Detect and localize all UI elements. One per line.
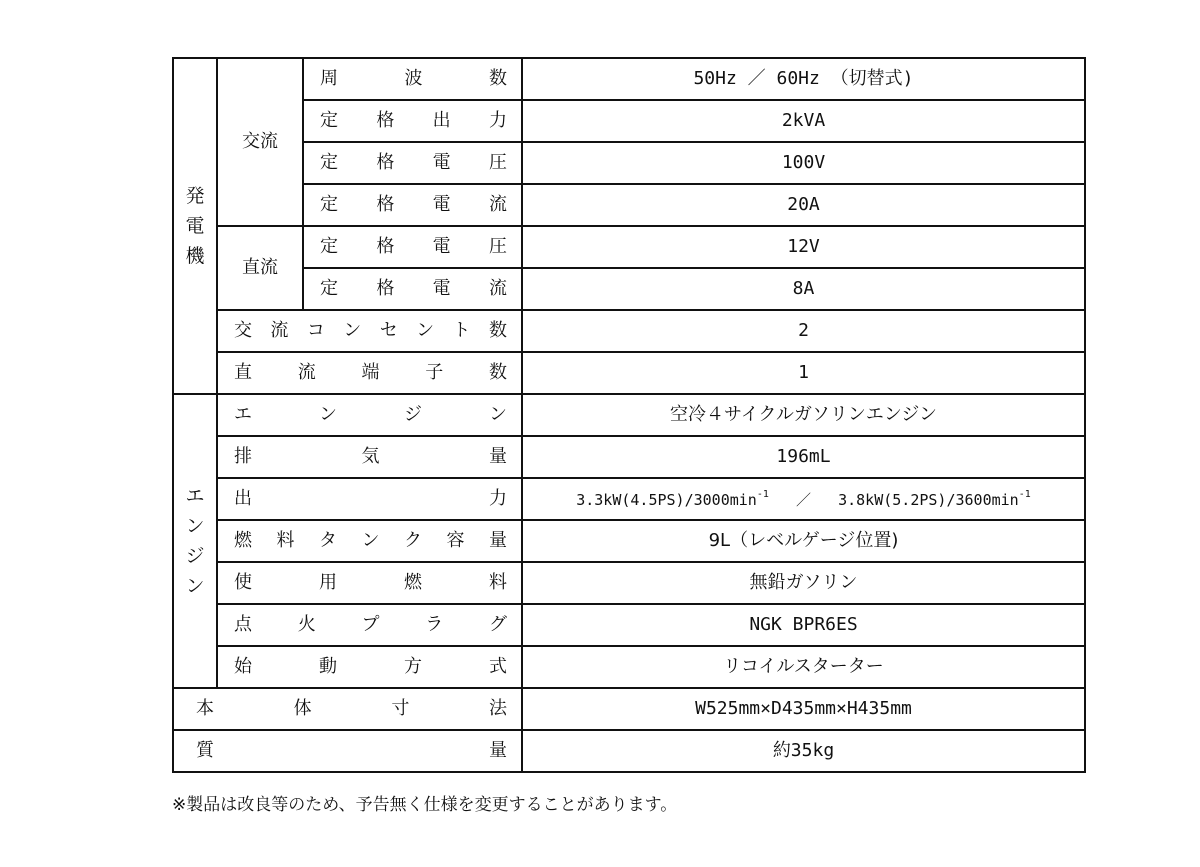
dc-voltage-value: 12V [522,226,1085,268]
label-char: セ [379,320,398,341]
ac-outlets-value: 2 [522,310,1085,352]
table-row [173,58,1085,100]
vertical-char: 電 [185,215,205,237]
fuel-tank-value: 9L（レベルゲージ位置) [522,520,1085,562]
row-label [303,268,522,310]
label-char: 交 [234,320,252,341]
ac-current-value: 20A [522,184,1085,226]
label-char: 格 [376,236,395,257]
row-label [217,310,522,352]
row-label [303,184,522,226]
label-char: 子 [425,362,444,383]
label-char: 直 [234,362,252,383]
engine-type-value: 空冷４サイクルガソリンエンジン [522,394,1085,436]
label-char: 燃 [234,530,252,551]
label-char: ト [452,320,471,341]
displacement-value: 196mL [522,436,1085,478]
label-char: 寸 [391,698,410,719]
row-label [217,436,522,478]
label-char: 圧 [488,236,507,257]
table-row [173,142,1085,184]
label-char: ン [343,320,362,341]
table-row [173,688,1085,730]
spec-table [172,57,1086,773]
vertical-char: エ [185,485,205,507]
dc-terminals-value: 1 [522,352,1085,394]
label-char: ラ [425,614,444,635]
section-label [174,181,216,271]
label-char: 料 [276,530,295,551]
weight-value: 約35kg [522,730,1085,772]
table-row [173,226,1085,268]
dc-current-value: 8A [522,268,1085,310]
label-char: 出 [432,110,451,131]
label-char: 数 [488,320,507,341]
row-label [217,520,522,562]
table-row [173,436,1085,478]
label-char: 量 [489,530,507,551]
label-char: 気 [361,446,380,467]
label-char: グ [489,614,507,635]
label-char: 使 [234,572,252,593]
label-char: 周 [320,68,338,89]
table-row [173,562,1085,604]
row-label [217,646,522,688]
label-char: 量 [489,740,507,761]
label-char: ン [416,320,435,341]
section-engine [173,394,217,688]
row-label [217,394,522,436]
table-row [173,730,1085,772]
row-label [173,730,522,772]
table-row [173,520,1085,562]
label-char: エ [234,404,252,425]
label-char: 圧 [488,152,507,173]
label-char: 流 [488,194,507,215]
label-char: 力 [488,110,507,131]
output-separator: ／ [795,491,811,509]
label-char: 電 [432,278,451,299]
table-row [173,478,1085,520]
dimensions-value: W525mm×D435mm×H435mm [522,688,1085,730]
label-char: 本 [196,698,214,719]
group-ac: 交流 [217,58,303,226]
label-char: 動 [319,656,337,677]
label-char: 電 [432,152,451,173]
label-char: 出 [234,488,252,509]
label-char: 定 [320,236,338,257]
row-label [173,688,522,730]
label-char: 格 [376,152,395,173]
vertical-char: ン [185,575,205,597]
rated-output-value: 2kVA [522,100,1085,142]
label-char: 流 [297,362,316,383]
label-char: 始 [234,656,252,677]
label-char: 定 [320,278,338,299]
group-dc: 直流 [217,226,303,310]
label-char: 波 [404,68,423,89]
label-char: プ [361,614,380,635]
label-char: 格 [376,278,395,299]
label-char: 格 [376,110,395,131]
label-char: 火 [297,614,316,635]
disclaimer-note: ※製品は改良等のため、予告無く仕様を変更することがあります。 [172,795,678,815]
table-row [173,268,1085,310]
label-char: 数 [489,362,507,383]
label-char: 格 [376,194,395,215]
output-value-2: 3.8kW(5.2PS)/3600min [838,491,1019,509]
table-row [173,604,1085,646]
output-value [522,478,1085,520]
row-label [303,226,522,268]
spark-plug-value: NGK BPR6ES [522,604,1085,646]
vertical-char: ジ [185,545,205,567]
table-row [173,394,1085,436]
label-char: 排 [234,446,252,467]
label-char: 方 [404,656,422,677]
label-char: ジ [404,404,422,425]
label-char: 端 [361,362,380,383]
row-label [303,100,522,142]
table-row [173,100,1085,142]
table-row [173,310,1085,352]
vertical-char: 発 [185,185,205,207]
table-row [173,184,1085,226]
vertical-char: 機 [185,245,205,267]
label-char: 電 [432,194,451,215]
label-char: 定 [320,110,338,131]
label-char: ン [361,530,380,551]
label-char: 法 [488,698,507,719]
label-char: 容 [446,530,465,551]
label-char: 用 [319,572,337,593]
label-char: コ [306,320,325,341]
row-label [217,562,522,604]
label-char: タ [319,530,337,551]
label-char: 燃 [404,572,422,593]
label-char: 点 [234,614,252,635]
output-exponent-2: -1 [1018,489,1031,500]
row-label [217,604,522,646]
label-char: ン [319,404,337,425]
section-generator [173,58,217,394]
label-char: 質 [196,740,214,761]
label-char: 流 [270,320,289,341]
ac-voltage-value: 100V [522,142,1085,184]
label-char: 流 [488,278,507,299]
label-char: 料 [489,572,507,593]
output-exponent-1: -1 [756,489,769,500]
row-label [217,478,522,520]
label-char: 量 [489,446,507,467]
label-char: 定 [320,194,338,215]
starting-value: リコイルスターター [522,646,1085,688]
label-char: 体 [293,698,312,719]
table-row [173,352,1085,394]
label-char: 式 [489,656,507,677]
frequency-value: 50Hz ／ 60Hz （切替式) [522,58,1085,100]
row-label [217,352,522,394]
row-label [303,142,522,184]
label-char: 数 [489,68,507,89]
label-char: 定 [320,152,338,173]
label-char: ン [489,404,507,425]
section-label [174,481,216,601]
label-char: 力 [489,488,507,509]
label-char: ク [404,530,422,551]
vertical-char: ン [185,515,205,537]
label-char: 電 [432,236,451,257]
fuel-value: 無鉛ガソリン [522,562,1085,604]
table-row [173,646,1085,688]
row-label [303,58,522,100]
output-value-1: 3.3kW(4.5PS)/3000min [576,491,757,509]
